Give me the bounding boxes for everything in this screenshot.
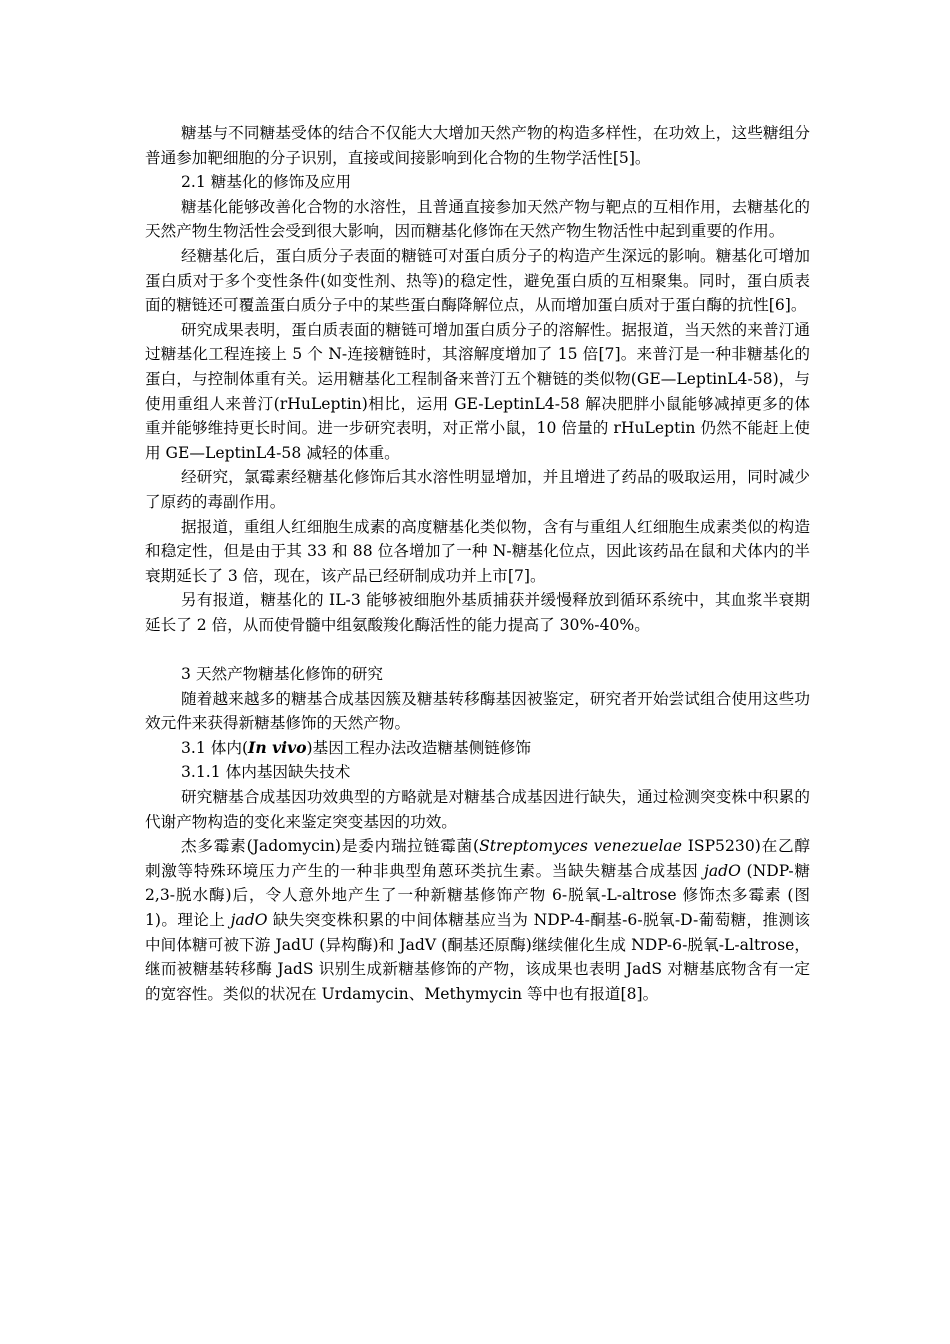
text-run: 3.1.1 体内基因缺失技术 — [181, 763, 351, 782]
text-run: 2.1 糖基化的修饰及应用 — [181, 173, 352, 192]
text-run: 据报道，重组人红细胞生成素的高度糖基化类似物，含有与重组人红细胞生成素类似的构造和稳定性，但是由于其 33 和 88 位各增加了一种 N-糖基化位点，因此该药品在鼠和犬体内的半衰期延长了 3 倍，现在，该产品已经研制成功并上市[7]。 — [145, 517, 810, 585]
emphasized-text: In vivo — [248, 737, 307, 757]
section-heading — [145, 760, 810, 785]
text-run: 3 天然产物糖基化修饰的研究 — [181, 665, 384, 684]
body-paragraph — [145, 785, 810, 834]
blank-line — [145, 637, 810, 662]
text-run: 3.1 体内( — [181, 738, 249, 757]
text-run: 糖基与不同糖基受体的结合不仅能大大增加天然产物的构造多样性，在功效上，这些糖组分普通参加靶细胞的分子识别，直接或间接影响到化合物的生物学活性[5]。 — [145, 124, 810, 167]
text-run: 随着越来越多的糖基合成基因簇及糖基转移酶基因被鉴定，研究者开始尝试组合使用这些功效元件来获得新糖基修饰的天然产物。 — [145, 689, 810, 733]
section-heading — [145, 170, 810, 195]
text-run: 研究糖基合成基因功效典型的方略就是对糖基合成基因进行缺失，通过检测突变株中积累的代谢产物构造的变化来鉴定突变基因的功效。 — [145, 788, 810, 831]
body-paragraph — [145, 687, 810, 736]
text-run: 杰多霉素(Jadomycin)是委内瑞拉链霉菌( — [181, 837, 480, 856]
text-run: (NDP-糖 2,3-脱水酶)后，令人意外地产生了一种新糖基修饰产物 6-脱氧-L-altrose 修饰杰多霉素 (图 1)。理论上 — [145, 861, 810, 929]
section-heading — [145, 736, 810, 761]
text-run: 研究成果表明，蛋白质表面的糖链可增加蛋白质分子的溶解性。据报道，当天然的来普汀通过糖基化工程连接上 5 个 N-连接糖链时，其溶解度增加了 15 倍[7]。来普汀是一种非糖基化的蛋白，与控制体重有关。运用糖基化工程制备来普汀五个糖链的类似物(GE—LeptinL4-58)，与使用重组人来普汀(rHuLeptin)相比，运用 GE-LeptinL4-58 解决肥胖小鼠能够减掉更多的体重并能够维持更长时间。进一步研究表明，对正常小鼠，10 倍量的 rHuLeptin 仍然不能赶上使用 GE—LeptinL4-58 减轻的体重。 — [145, 320, 810, 462]
text-run: 缺失突变株积累的中间体糖基应当为 NDP-4-酮基-6-脱氧-D-葡萄糖，推测该中间体糖可被下游 JadU (异构酶)和 JadV (酮基还原酶)继续催化生成 NDP-6-脱氧-L-altrose，继而被糖基转移酶 JadS 识别生成新糖基修饰的产物，该成果也表明 JadS 对糖基底物含有一定的宽容性。类似的状况在 Urdamycin、Methymycin 等中也有报道[8]。 — [145, 911, 810, 1003]
body-paragraph — [145, 244, 810, 318]
body-paragraph — [145, 588, 810, 637]
body-paragraph — [145, 465, 810, 514]
text-run: )基因工程办法改造糖基侧链修饰 — [306, 738, 531, 757]
body-paragraph — [145, 834, 810, 1006]
text-run: ISP5230)在乙醇刺激等特殊环境压力产生的一种非典型角蒽环类抗生素。当缺失糖基合成基因 — [145, 837, 811, 880]
text-run: 经研究，氯霉素经糖基化修饰后其水溶性明显增加，并且增进了药品的吸取运用，同时减少了原药的毒副作用。 — [145, 468, 810, 511]
emphasized-text: jadO — [230, 911, 268, 929]
emphasized-text: jadO — [704, 861, 741, 880]
document-body — [145, 121, 810, 1006]
body-paragraph — [145, 195, 810, 244]
text-run: 糖基化能够改善化合物的水溶性，且普通直接参加天然产物与靶点的互相作用，去糖基化的天然产物生物活性会受到很大影响，因而糖基化修饰在天然产物生物活性中起到重要的作用。 — [145, 197, 810, 241]
text-run: 经糖基化后，蛋白质分子表面的糖链可对蛋白质分子的构造产生深远的影响。糖基化可增加蛋白质对于多个变性条件(如变性剂、热等)的稳定性，避免蛋白质的互相聚集。同时，蛋白质表面的糖链还可覆盖蛋白质分子中的某些蛋白酶降解位点，从而增加蛋白质对于蛋白酶的抗性[6]。 — [145, 246, 810, 315]
body-paragraph — [145, 515, 810, 589]
body-paragraph — [145, 121, 810, 170]
text-run: 另有报道，糖基化的 IL-3 能够被细胞外基质捕获并缓慢释放到循环系统中，其血浆半衰期延长了 2 倍，从而使骨髓中组氨酸羧化酶活性的能力提高了 30%-40%。 — [145, 591, 810, 634]
section-heading — [145, 662, 810, 687]
body-paragraph — [145, 318, 810, 466]
emphasized-text: Streptomyces venezuelae — [479, 837, 682, 856]
